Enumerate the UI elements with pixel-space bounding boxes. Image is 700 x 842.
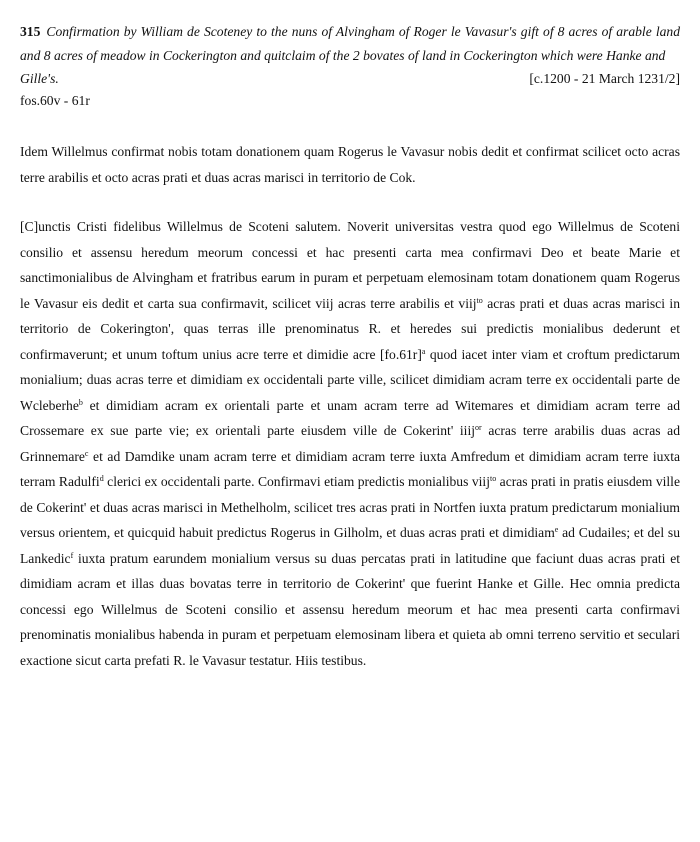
superscript-ordinal: to <box>476 295 483 305</box>
charter-text-part: acras prati et duas acras marisci in territorio de Cokerington', quas terras ille prenominatus R. et heredes sui predictis monialibus dederunt et confirmaverunt; et unum toftum unius acre terre et dimidie acre [fo.61r] <box>20 295 680 362</box>
charter-text-part: et dimidiam acram ex orientali parte et unam acram terre ad Witemares et dimidiam acram terre ad Crossemare ex sue parte vie; ex orientali parte eiusdem ville de Cokerint' iiij <box>20 397 680 438</box>
entry-number: 315 <box>20 24 41 39</box>
charter-text-part: quod iacet inter viam et croftum predictarum monialium; duas acras terre et dimidiam ex occidentali parte ville, scilicet dimidiam acram terre ex occidentali parte de Wcleberhe <box>20 346 680 413</box>
footnote-marker: f <box>70 550 74 560</box>
entry-title-tail: Gille's. <box>20 71 59 86</box>
charter-text-part: [C]unctis Cristi fidelibus Willelmus de Scoteni salutem. Noverit universitas vestra quod ego Willelmus de Scoteni consilio et assensu heredum meorum concessi et hac presenti carta mea confirmavi Deo et beate Marie et sanctimonialibus de Alvingham et fratribus earum in puram et perpetuam elemosinam totam donationem quam Rogerus le Vavasur eis dedit et carta sua confirmavit, scilicet viij acras terre arabilis et viij <box>20 219 680 311</box>
charter-text-part: clerici ex occidentali parte. Confirmavi etiam predictis monialibus viij <box>103 474 490 489</box>
footnote-marker: b <box>78 397 83 407</box>
charter-text <box>20 214 680 673</box>
entry-heading <box>20 20 680 68</box>
superscript-ordinal: or <box>475 423 482 432</box>
summary-paragraph: Idem Willelmus confirmat nobis totam donationem quam Rogerus le Vavasur nobis dedit et confirmat scilicet octo acras terre arabilis et octo acras prati et duas acras marisci in territorio de Cok. <box>20 144 680 185</box>
entry-date-row <box>20 68 680 90</box>
footnote-marker: a <box>421 346 426 356</box>
document-page <box>20 20 680 673</box>
folio-reference: fos.60v - 61r <box>20 93 90 108</box>
superscript-ordinal: to <box>489 474 497 483</box>
charter-text-part: iuxta pratum earundem monialium versus su duas percatas prati in latitudine que faciunt duas acras prati et dimidiam acram et illas duas bovatas terre in territorio de Cokerint' que fuerint Hanke et Gille. Hec omnia predicta concessi ego Willelmus de Scoteni consilio et assensu heredum meorum et hac mea presenti carta confirmavi prenominatis monialibus habenda in puram et perpetuam elemosinam libera et quieta ab omni terreno servitio et seculari exactione sicut carta prefati R. le Vavasur testatur. Hiis testibus. <box>20 550 680 668</box>
footnote-marker: e <box>554 525 559 534</box>
charter-text-part: et ad Damdike unam acram terre et dimidiam acram terre iuxta Amfredum et dimidiam acram terre iuxta terram Radulfi <box>20 448 680 489</box>
entry-title: Confirmation by William de Scoteney to the nuns of Alvingham of Roger le Vavasur's gift of 8 acres of arable land and 8 acres of meadow in Cockerington and quitclaim of the 2 bovates of land in Cockerington which were Hanke and <box>20 24 680 63</box>
footnote-marker: d <box>99 474 104 483</box>
charter-text-part: acras terre arabilis duas acras ad Grinnemare <box>20 423 680 464</box>
charter-text-part: ad Cudailes; et del su Lankedic <box>20 525 681 566</box>
entry-date: [c.1200 - 21 March 1231/2] <box>529 71 680 86</box>
footnote-marker: c <box>84 448 89 458</box>
charter-text-part: acras prati in pratis eiusdem ville de Cokerint' et duas acras marisci in Methelholm, scilicet tres acras prati in Nortfen iuxta pratum predictarum monialium versus orientem, et quicquid habuit predictus Rogerus in Gilholm, et duas acras prati et dimidiam <box>20 474 680 540</box>
